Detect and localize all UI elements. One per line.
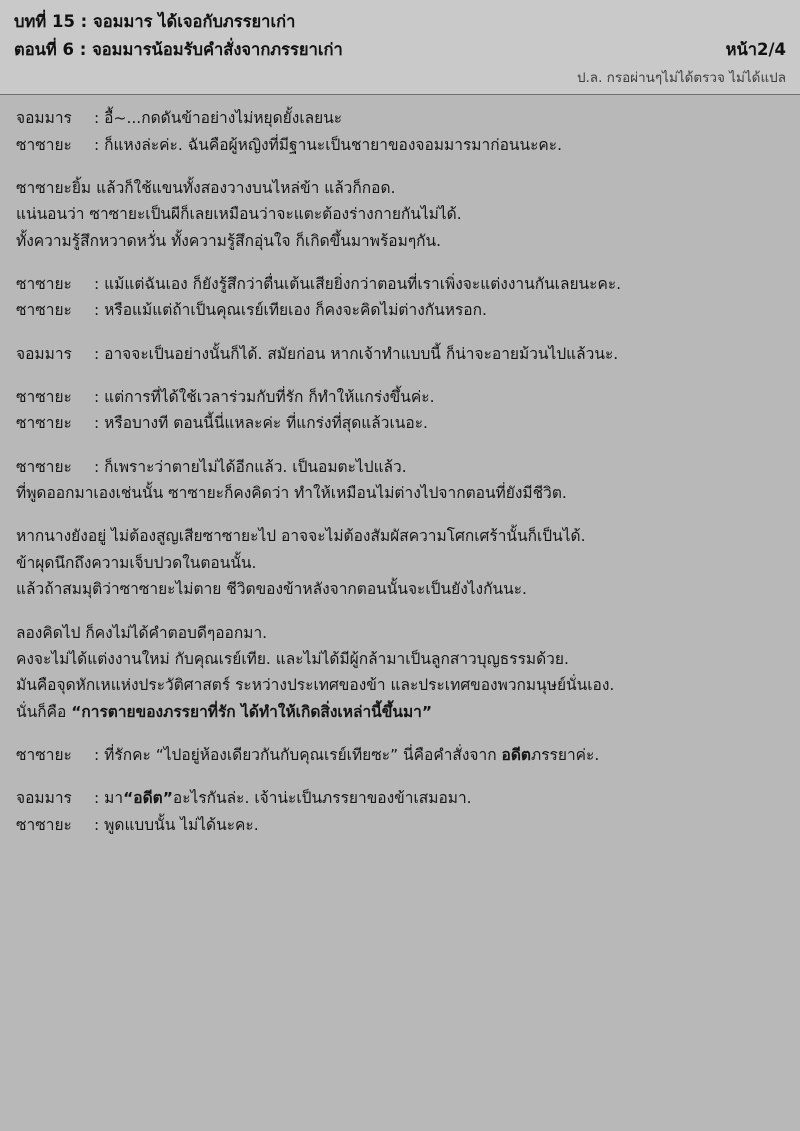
speaker-name: ซาซายะ xyxy=(16,815,72,834)
dialogue-block xyxy=(16,341,784,367)
speaker-separator: : xyxy=(94,414,105,433)
line-text: ข้าผุดนึกถึงความเจ็บปวดในตอนนั้น. xyxy=(16,553,257,572)
dialogue-line xyxy=(16,454,784,480)
speaker-name: ซาซายะ xyxy=(16,275,72,294)
dialogue-line xyxy=(16,271,784,297)
line-text: ที่รักคะ “ไปอยู่ห้องเดียวกันกับคุณเรย์เทียซะ” นี่คือคำสั่งจาก xyxy=(104,745,502,764)
speaker-name: ซาซายะ xyxy=(16,745,72,764)
speaker-separator: : xyxy=(94,745,105,764)
narration-line xyxy=(16,672,784,698)
speaker-name: ซาซายะ xyxy=(16,457,72,476)
line-text: ซาซายะยิ้ม แล้วก็ใช้แขนทั้งสองวางบนไหล่ข้า แล้วก็กอด. xyxy=(16,179,396,198)
speaker-separator: : xyxy=(94,344,105,363)
narration-line xyxy=(16,699,784,725)
dialogue-line xyxy=(16,785,784,811)
line-text: หรือบางที ตอนนี้นี่แหละค่ะ ที่แกร่งที่สุดแล้วเนอะ. xyxy=(104,414,428,433)
dialogue-block xyxy=(16,105,784,158)
line-text: หากนางยังอยู่ ไม่ต้องสูญเสียซาซายะไป อาจจะไม่ต้องสัมผัสความโศกเศร้านั้นก็เป็นได้. xyxy=(16,527,586,546)
line-text: คงจะไม่ได้แต่งงานใหม่ กับคุณเรย์เทีย. และไม่ได้มีผู้กล้ามาเป็นลูกสาวบุญธรรมด้วย. xyxy=(16,649,569,668)
dialogue-block xyxy=(16,742,784,768)
chapter-title: บทที่ 15 : จอมมาร ได้เจอกับภรรยาเก่า xyxy=(14,12,296,31)
speaker-name: ซาซายะ xyxy=(16,301,72,320)
dialogue-block xyxy=(16,271,784,324)
dialogue-block xyxy=(16,454,784,507)
emphasis-text: อดีต xyxy=(501,745,531,764)
line-text: ทั้งความรู้สึกหวาดหวั่น ทั้งความรู้สึกอุ่นใจ ก็เกิดขึ้นมาพร้อมๆกัน. xyxy=(16,231,442,250)
dialogue-block xyxy=(16,175,784,254)
narration-line xyxy=(16,620,784,646)
narration-line xyxy=(16,480,784,506)
line-text: มา xyxy=(104,789,124,808)
page-number: หน้า2/4 xyxy=(725,40,786,60)
section-title: ตอนที่ 6 : จอมมารน้อมรับคำสั่งจากภรรยาเก่า xyxy=(14,40,343,60)
narration-line xyxy=(16,646,784,672)
speaker-name: ซาซายะ xyxy=(16,388,72,407)
narration-line xyxy=(16,228,784,254)
section-title-row xyxy=(14,36,786,64)
dialogue-line xyxy=(16,410,784,436)
line-text: หรือแม้แต่ถ้าเป็นคุณเรย์เทียเอง ก็คงจะคิดไม่ต่างกันหรอก. xyxy=(104,301,487,320)
dialogue-block xyxy=(16,785,784,838)
speaker-separator: : xyxy=(94,109,105,128)
line-text: มันคือจุดหักเหแห่งประวัติศาสตร์ ระหว่างประเทศของข้า และประเทศของพวกมนุษย์นั่นเอง. xyxy=(16,676,615,695)
line-text: อื้~...กดดันข้าอย่างไม่หยุดยั้งเลยนะ xyxy=(104,109,343,128)
dialogue-line xyxy=(16,341,784,367)
speaker-separator: : xyxy=(94,135,105,154)
speaker-name: จอมมาร xyxy=(16,789,72,808)
speaker-name: ซาซายะ xyxy=(16,414,72,433)
dialogue-block xyxy=(16,523,784,602)
dialogue-block xyxy=(16,620,784,725)
dialogue-line xyxy=(16,812,784,838)
quoted-emphasis-text: “การตายของภรรยาที่รัก ได้ทำให้เกิดสิ่งเหล่านี้ขึ้นมา” xyxy=(71,702,433,721)
speaker-name: ซาซายะ xyxy=(16,135,72,154)
line-text: ก็เพราะว่าตายไม่ได้อีกแล้ว. เป็นอมตะไปแล้ว. xyxy=(104,457,407,476)
emphasis-text: “อดีต” xyxy=(123,789,173,808)
speaker-name: จอมมาร xyxy=(16,344,72,363)
line-text: แต่การที่ได้ใช้เวลาร่วมกับที่รัก ก็ทำให้แกร่งขึ้นค่ะ. xyxy=(104,388,435,407)
line-text: แล้วถ้าสมมุติว่าซาซายะไม่ตาย ชีวิตของข้าหลังจากตอนนั้นจะเป็นยังไงกันนะ. xyxy=(16,580,527,599)
line-text: พูดแบบนั้น ไม่ได้นะคะ. xyxy=(104,815,259,834)
translator-note: ป.ล. กรอผ่านๆไม่ได้ตรวจ ไม่ได้แปล xyxy=(576,70,786,87)
narration-line xyxy=(16,576,784,602)
speaker-separator: : xyxy=(94,301,105,320)
dialogue-block xyxy=(16,384,784,437)
line-text-tail: ภรรยาค่ะ. xyxy=(531,745,600,764)
speaker-separator: : xyxy=(94,388,105,407)
document-header xyxy=(0,0,800,95)
line-text: แน่นอนว่า ซาซายะเป็นผีก็เลยเหมือนว่าจะแตะต้องร่างกายกันไม่ได้. xyxy=(16,205,462,224)
dialogue-line xyxy=(16,384,784,410)
narration-line xyxy=(16,201,784,227)
narration-line xyxy=(16,550,784,576)
speaker-separator: : xyxy=(94,457,105,476)
dialogue-line xyxy=(16,132,784,158)
line-text: นั่นก็คือ xyxy=(16,702,72,721)
dialogue-line xyxy=(16,742,784,768)
narration-line xyxy=(16,523,784,549)
dialogue-line xyxy=(16,105,784,131)
line-text: ที่พูดออกมาเองเช่นนั้น ซาซายะก็คงคิดว่า ทำให้เหมือนไม่ต่างไปจากตอนที่ยังมีชีวิต. xyxy=(16,484,567,503)
speaker-name: จอมมาร xyxy=(16,109,72,128)
speaker-separator: : xyxy=(94,275,105,294)
speaker-separator: : xyxy=(94,815,105,834)
speaker-separator: : xyxy=(94,789,105,808)
narration-line xyxy=(16,175,784,201)
dialogue-line xyxy=(16,297,784,323)
document-body xyxy=(0,95,800,1131)
line-text: ลองคิดไป ก็คงไม่ได้คำตอบดีๆออกมา. xyxy=(16,623,268,642)
line-text-tail: อะไรกันล่ะ. เจ้าน่ะเป็นภรรยาของข้าเสมอมา. xyxy=(172,789,472,808)
line-text: แม้แต่ฉันเอง ก็ยังรู้สึกว่าตื่นเต้นเสียยิ่งกว่าตอนที่เราเพิ่งจะแต่งงานกันเลยนะคะ. xyxy=(104,275,622,294)
line-text: ก็แหงล่ะค่ะ. ฉันคือผู้หญิงที่มีฐานะเป็นชายาของจอมมารมาก่อนนะคะ. xyxy=(104,135,563,154)
line-text: อาจจะเป็นอย่างนั้นก็ได้. สมัยก่อน หากเจ้าทำแบบนี้ ก็น่าจะอายม้วนไปแล้วนะ. xyxy=(104,344,619,363)
